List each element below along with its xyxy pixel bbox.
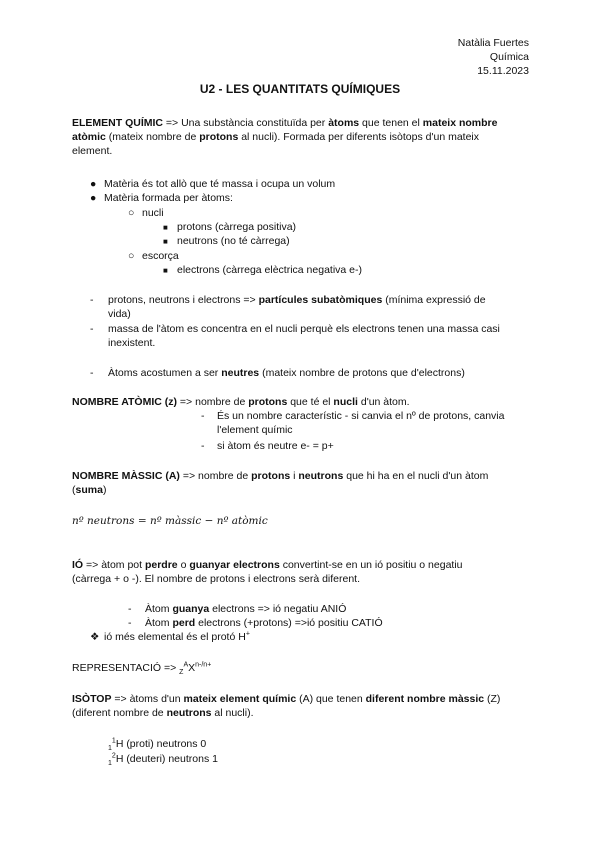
text: REPRESENTACIÓ => bbox=[72, 662, 180, 674]
io-term: IÓ bbox=[72, 559, 84, 571]
nombre-massic-paragraph bbox=[72, 469, 530, 497]
header-date: 15.11.2023 bbox=[477, 65, 529, 77]
dash-marker: - bbox=[90, 323, 94, 335]
text: H (proti) neutrons 0 bbox=[115, 738, 207, 750]
text: neutrons bbox=[298, 470, 344, 482]
element-quimic-paragraph bbox=[72, 116, 530, 158]
bullet-item bbox=[128, 206, 164, 220]
bullet-square-icon: ■ bbox=[163, 237, 168, 246]
dash-marker: - bbox=[201, 440, 205, 452]
io-paragraph bbox=[72, 558, 530, 586]
text: Àtom bbox=[145, 603, 173, 615]
text: (càrrega + o -). El nombre de protons i electrons serà diferent. bbox=[72, 573, 361, 585]
text: l'element químic bbox=[217, 424, 293, 436]
text: protons bbox=[251, 470, 291, 482]
text: A bbox=[183, 661, 189, 669]
text: massa de l'àtom es concentra en el nucli perquè els electrons tenen una massa casi bbox=[108, 323, 500, 335]
bullet-item bbox=[163, 263, 362, 278]
text: element. bbox=[72, 145, 113, 157]
text: al nucli). bbox=[211, 707, 254, 719]
text: protons, neutrons i electrons => bbox=[108, 294, 259, 306]
text: => àtom pot bbox=[83, 559, 145, 571]
text: (diferent nombre de bbox=[72, 707, 167, 719]
text: => Una substància constituïda per bbox=[163, 117, 329, 129]
text: Àtoms acostumen a ser bbox=[108, 367, 222, 379]
text: => nombre de bbox=[177, 396, 249, 408]
text: (mateix nombre de bbox=[105, 131, 200, 143]
text: diferent nombre màssic bbox=[365, 693, 485, 705]
text: electrons (+protons) =>ió positiu CATIÓ bbox=[195, 617, 383, 629]
text: (mínima expressió de bbox=[382, 294, 486, 306]
text: suma bbox=[75, 484, 103, 496]
text: protons (càrrega positiva) bbox=[177, 221, 297, 233]
bullet-dot-icon: ● bbox=[90, 192, 97, 204]
representacio-line bbox=[72, 661, 211, 675]
text: 1 bbox=[108, 745, 112, 753]
text: electrons (càrrega elèctrica negativa e-) bbox=[177, 264, 363, 276]
bullet-circle-icon: ○ bbox=[128, 207, 135, 219]
text: neutrons bbox=[166, 707, 212, 719]
text: protons bbox=[199, 131, 239, 143]
text: nucli bbox=[142, 207, 164, 219]
header-author: Natàlia Fuertes bbox=[457, 37, 529, 49]
text: i bbox=[290, 470, 299, 482]
text: (mateix nombre de protons que d'electrons) bbox=[259, 367, 465, 379]
text: vida) bbox=[108, 308, 131, 320]
text: que tenen el bbox=[359, 117, 423, 129]
bullet-item bbox=[90, 191, 233, 205]
text: que hi ha en el nucli d'un àtom bbox=[343, 470, 489, 482]
text: Matèria és tot allò que té massa i ocupa un volum bbox=[104, 178, 336, 190]
text: Matèria formada per àtoms: bbox=[104, 192, 233, 204]
isotop-proti bbox=[108, 737, 206, 751]
text: escorça bbox=[142, 250, 179, 262]
text: + bbox=[245, 630, 250, 638]
text: atòmic bbox=[72, 131, 106, 143]
dash-item bbox=[108, 322, 530, 350]
diamond-bullet-icon: ❖ bbox=[90, 631, 100, 643]
text: àtoms bbox=[328, 117, 360, 129]
isotop-paragraph bbox=[72, 692, 530, 720]
text: perd bbox=[172, 617, 196, 629]
isotop-deuteri bbox=[108, 752, 218, 766]
bullet-item bbox=[90, 177, 335, 191]
text: 1 bbox=[108, 760, 112, 768]
page-title: U2 - LES QUANTITATS QUÍMIQUES bbox=[199, 82, 401, 96]
text: neutres bbox=[221, 367, 260, 379]
dash-item bbox=[145, 602, 346, 616]
text: nucli bbox=[333, 396, 358, 408]
text: (Z) bbox=[484, 693, 501, 705]
header-subject: Química bbox=[489, 51, 529, 63]
text: mateix element químic bbox=[183, 693, 297, 705]
text: guanyar electrons bbox=[189, 559, 280, 571]
dash-marker: - bbox=[90, 367, 94, 379]
text: al nucli). Formada per diferents isòtops d'un mateix bbox=[238, 131, 479, 143]
bullet-square-icon: ■ bbox=[163, 223, 168, 232]
nombre-atomic-term: NOMBRE ATÒMIC (z) bbox=[72, 396, 177, 408]
nombre-atomic-line bbox=[72, 395, 410, 409]
text: que té el bbox=[287, 396, 334, 408]
text: electrons => ió negatiu ANIÓ bbox=[209, 603, 347, 615]
text: X bbox=[188, 662, 196, 674]
text: 1 bbox=[111, 737, 116, 745]
bullet-item bbox=[163, 220, 296, 235]
text: neutrons (no té càrrega) bbox=[177, 235, 290, 247]
dash-marker: - bbox=[128, 603, 132, 615]
dash-item bbox=[108, 293, 530, 321]
neutrons-formula: nº neutrons = nº màssic − nº atòmic bbox=[72, 515, 268, 527]
dash-item bbox=[217, 409, 530, 437]
bullet-item bbox=[163, 234, 290, 249]
text: guanya bbox=[172, 603, 210, 615]
dash-marker: - bbox=[90, 294, 94, 306]
text: ( bbox=[72, 484, 76, 496]
dash-item bbox=[108, 366, 530, 380]
isotop-term: ISÒTOP bbox=[72, 693, 112, 705]
text: mateix nombre bbox=[422, 117, 498, 129]
text: Àtom bbox=[145, 617, 173, 629]
text: És un nombre característic - si canvia el nº de protons, canvia bbox=[217, 410, 505, 422]
dash-marker: - bbox=[201, 410, 205, 422]
text: => nombre de bbox=[179, 470, 252, 482]
text: (A) que tenen bbox=[296, 693, 366, 705]
text: => àtoms d'un bbox=[111, 693, 184, 705]
text: ) bbox=[102, 484, 107, 496]
element-quimic-term: ELEMENT QUÍMIC bbox=[72, 117, 163, 129]
dash-item: si àtom és neutre e- = p+ bbox=[217, 440, 334, 452]
text: ió més elemental és el protó H bbox=[104, 631, 246, 643]
text: partícules subatòmiques bbox=[258, 294, 383, 306]
nombre-massic-term: NOMBRE MÀSSIC (A) bbox=[72, 470, 180, 482]
text: convertint-se en un ió positiu o negatiu bbox=[279, 559, 463, 571]
bullet-circle-icon: ○ bbox=[128, 250, 135, 262]
text: inexistent. bbox=[108, 337, 156, 349]
text: protons bbox=[248, 396, 288, 408]
bullet-item bbox=[128, 249, 179, 263]
bullet-square-icon: ■ bbox=[163, 266, 168, 275]
text: o bbox=[177, 559, 190, 571]
dash-marker: - bbox=[128, 617, 132, 629]
dash-item bbox=[145, 616, 383, 630]
text: Z bbox=[179, 669, 184, 677]
text: 2 bbox=[111, 752, 116, 760]
text: perdre bbox=[144, 559, 178, 571]
text: n-/n+ bbox=[195, 661, 212, 669]
bullet-dot-icon: ● bbox=[90, 178, 97, 190]
text: d'un àtom. bbox=[357, 396, 410, 408]
diamond-bullet-item bbox=[90, 630, 250, 644]
text: H (deuteri) neutrons 1 bbox=[115, 753, 218, 765]
